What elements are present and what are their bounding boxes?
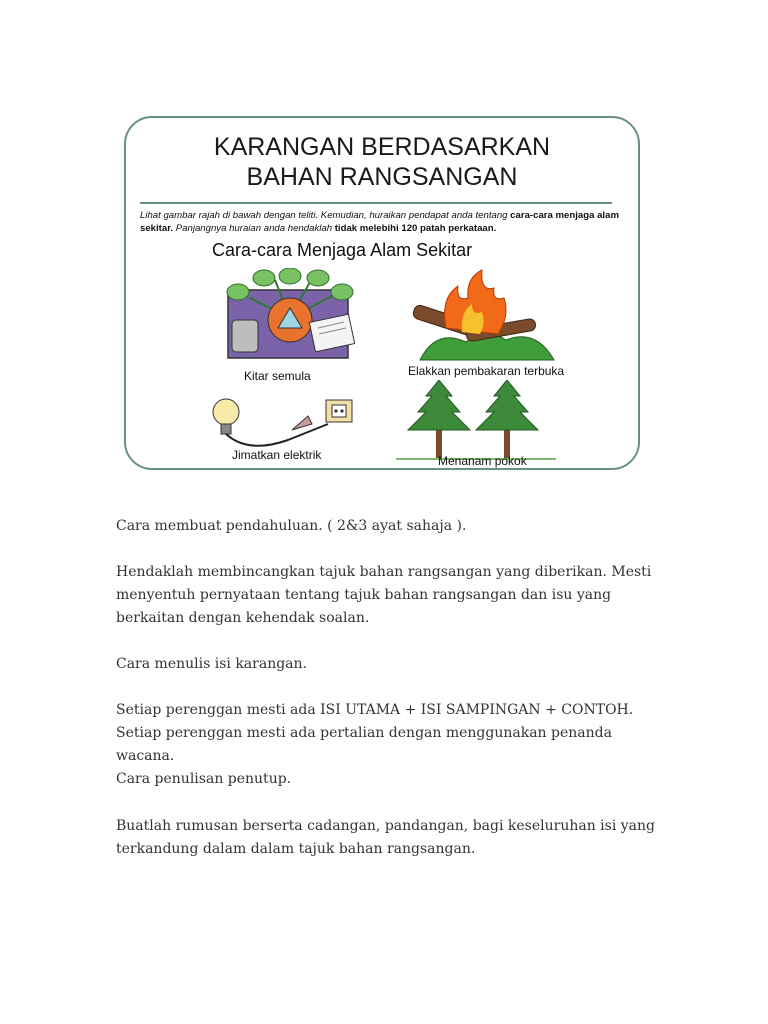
paragraph-intro-heading [116, 515, 656, 538]
paragraph-text: Hendaklah membincangkan tajuk bahan rangsangan yang diberikan. Mesti menyentuh pernyataan tentang tajuk bahan rangsangan dan isu yang berkaitan dengan kehendak soalan. [116, 564, 652, 626]
trees-illustration [396, 380, 556, 462]
caption-electric: Jimatkan elektrik [232, 448, 322, 462]
recycle-illustration [220, 268, 360, 364]
title-divider [140, 202, 612, 204]
instruction-italic-2: Panjangnya huraian anda hendaklah [173, 223, 335, 234]
paragraph-text: Cara membuat pendahuluan. ( 2&3 ayat sahaja ). [116, 518, 467, 534]
figure-title-line2: BAHAN RANGSANGAN [246, 163, 518, 191]
electric-illustration [208, 394, 368, 456]
paragraph-text: Cara penulisan penutup. [116, 771, 292, 787]
instruction-bold-1: cara-cara menjaga alam sekitar. [140, 210, 619, 234]
caption-burning: Elakkan pembakaran terbuka [408, 364, 565, 378]
caption-recycle: Kitar semula [244, 369, 311, 383]
instruction-italic-1: Lihat gambar rajah di bawah dengan teliti. Kemudian, huraikan pendapat anda tentang [140, 210, 511, 221]
paragraph-text: Cara menulis isi karangan. [116, 656, 307, 672]
paragraph-text: Setiap perenggan mesti ada ISI UTAMA + ISI SAMPINGAN + CONTOH. Setiap perenggan mesti ada pertalian dengan menggunakan penanda wacana. [116, 702, 634, 764]
paragraph-closing-body [116, 815, 656, 861]
paragraph-closing-heading [116, 768, 656, 791]
figure-title [126, 132, 638, 192]
paragraph-body-heading [116, 653, 656, 676]
burning-illustration [406, 268, 556, 364]
paragraph-body-content [116, 699, 656, 768]
instruction-text [140, 209, 630, 235]
instruction-bold-2: tidak melebihi 120 patah perkataan. [334, 223, 497, 234]
figure-subtitle: Cara-cara Menjaga Alam Sekitar [212, 240, 473, 260]
caption-planting: Menanam pokok [438, 454, 527, 468]
figure-title-line1: KARANGAN BERDASARKAN [213, 133, 551, 161]
paragraph-text: Buatlah rumusan berserta cadangan, pandangan, bagi keseluruhan isi yang terkandung dalam dalam tajuk bahan rangsangan. [116, 818, 655, 857]
paragraph-intro-body [116, 561, 656, 630]
illustration-panel [124, 116, 640, 470]
